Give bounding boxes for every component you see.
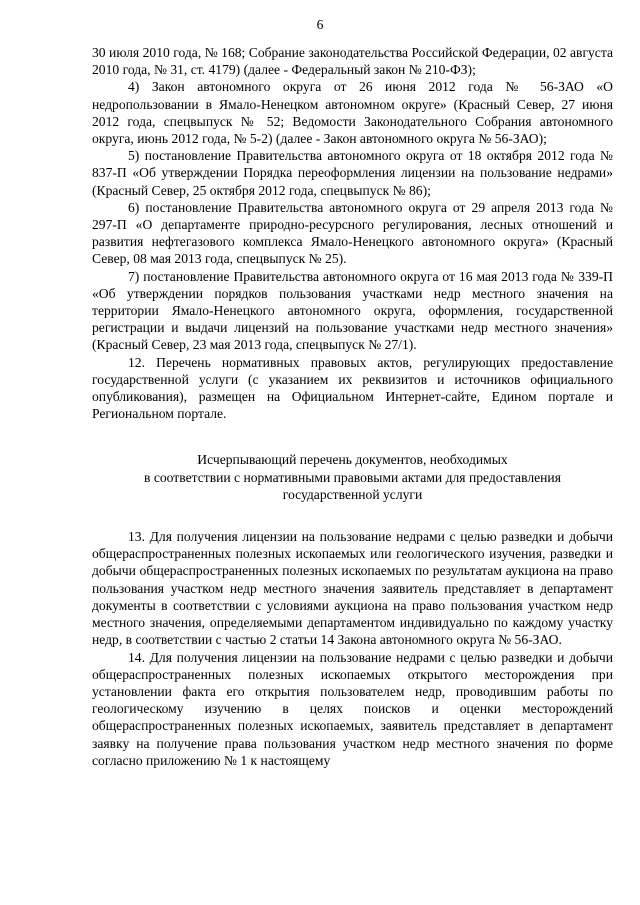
paragraph-item-6: 6) постановление Правительства автономного округа от 29 апреля 2013 года № 297-П «О департаменте природно-ресурсного регулирования, лесных отношений и развития нефтегазового комплекса Ямало-Ненецкого автономного округа» (Красный Север, 08 мая 2013 года, спецвыпуск № 25). (92, 199, 613, 267)
paragraph-continuation: 30 июля 2010 года, № 168; Собрание законодательства Российской Федерации, 02 августа 2010 года, № 31, ст. 4179) (далее - Федеральный закон № 210-ФЗ); (92, 45, 613, 78)
paragraph-12: 12. Перечень нормативных правовых актов, регулирующих предоставление государственной услуги (с указанием их реквизитов и источников официального опубликования), размещен на Официальном Интернет-сайте, Едином портале и Региональном портале. (92, 354, 613, 422)
paragraph-13: 13. Для получения лицензии на пользование недрами с целью разведки и добычи общераспространенных полезных ископаемых или геологического изучения, разведки и добычи общераспространенных полезных ископаемых по результатам аукциона на право пользования участком недр местного значения заявитель представляет в департамент документы в соответствии с условиями аукциона на право пользования участком недр местного значения, определяемыми департаментом индивидуально по каждому участку недр, в соответствии с частью 2 статьи 14 Закона автономного округа № 56-ЗАО. (92, 529, 613, 648)
paragraph-item-4: 4) Закон автономного округа от 26 июня 2012 года № 56-ЗАО «О недропользовании в Ямало-Ненецком автономном округе» (Красный Север, 27 июня 2012 года, спецвыпуск № 52; Ведомости Законодательного Собрания автономного округа, июнь 2012 года, № 5-2) (далее - Закон автономного округа № 56-ЗАО); (92, 79, 613, 147)
section-heading-line-2: в соответствии с нормативными правовыми актами для предоставления (144, 469, 561, 485)
section-heading-line-3: государственной услуги (282, 486, 423, 502)
page-number: 6 (316, 17, 324, 32)
section-heading (92, 451, 613, 503)
paragraph-14: 14. Для получения лицензии на пользование недрами с целью разведки и добычи общераспространенных полезных ископаемых открытого месторождения при установлении факта его открытия пользователем недр, проводившим работы по геологическому изучению в целях поисков и оценки месторождений общераспространенных полезных ископаемых, заявитель представляет в департамент заявку на получение права пользования участком недр местного значения по форме согласно приложению № 1 к настоящему (92, 649, 613, 768)
paragraph-item-5: 5) постановление Правительства автономного округа от 18 октября 2012 года № 837-П «Об утверждении Порядка переоформления лицензии на пользование недрами» (Красный Север, 25 октября 2012 года, спецвыпуск № 86); (92, 148, 613, 198)
section-heading-line-1: Исчерпывающий перечень документов, необходимых (197, 452, 508, 468)
paragraph-item-7: 7) постановление Правительства автономного округа от 16 мая 2013 года № 339-П «Об утверждении порядков пользования участками недр местного значения на территории Ямало-Ненецкого автономного округа, оформления, государственной регистрации и выдачи лицензий на пользование участками недр местного значения» (Красный Север, 23 мая 2013 года, спецвыпуск № 27/1). (92, 268, 613, 353)
document-body (92, 44, 613, 769)
